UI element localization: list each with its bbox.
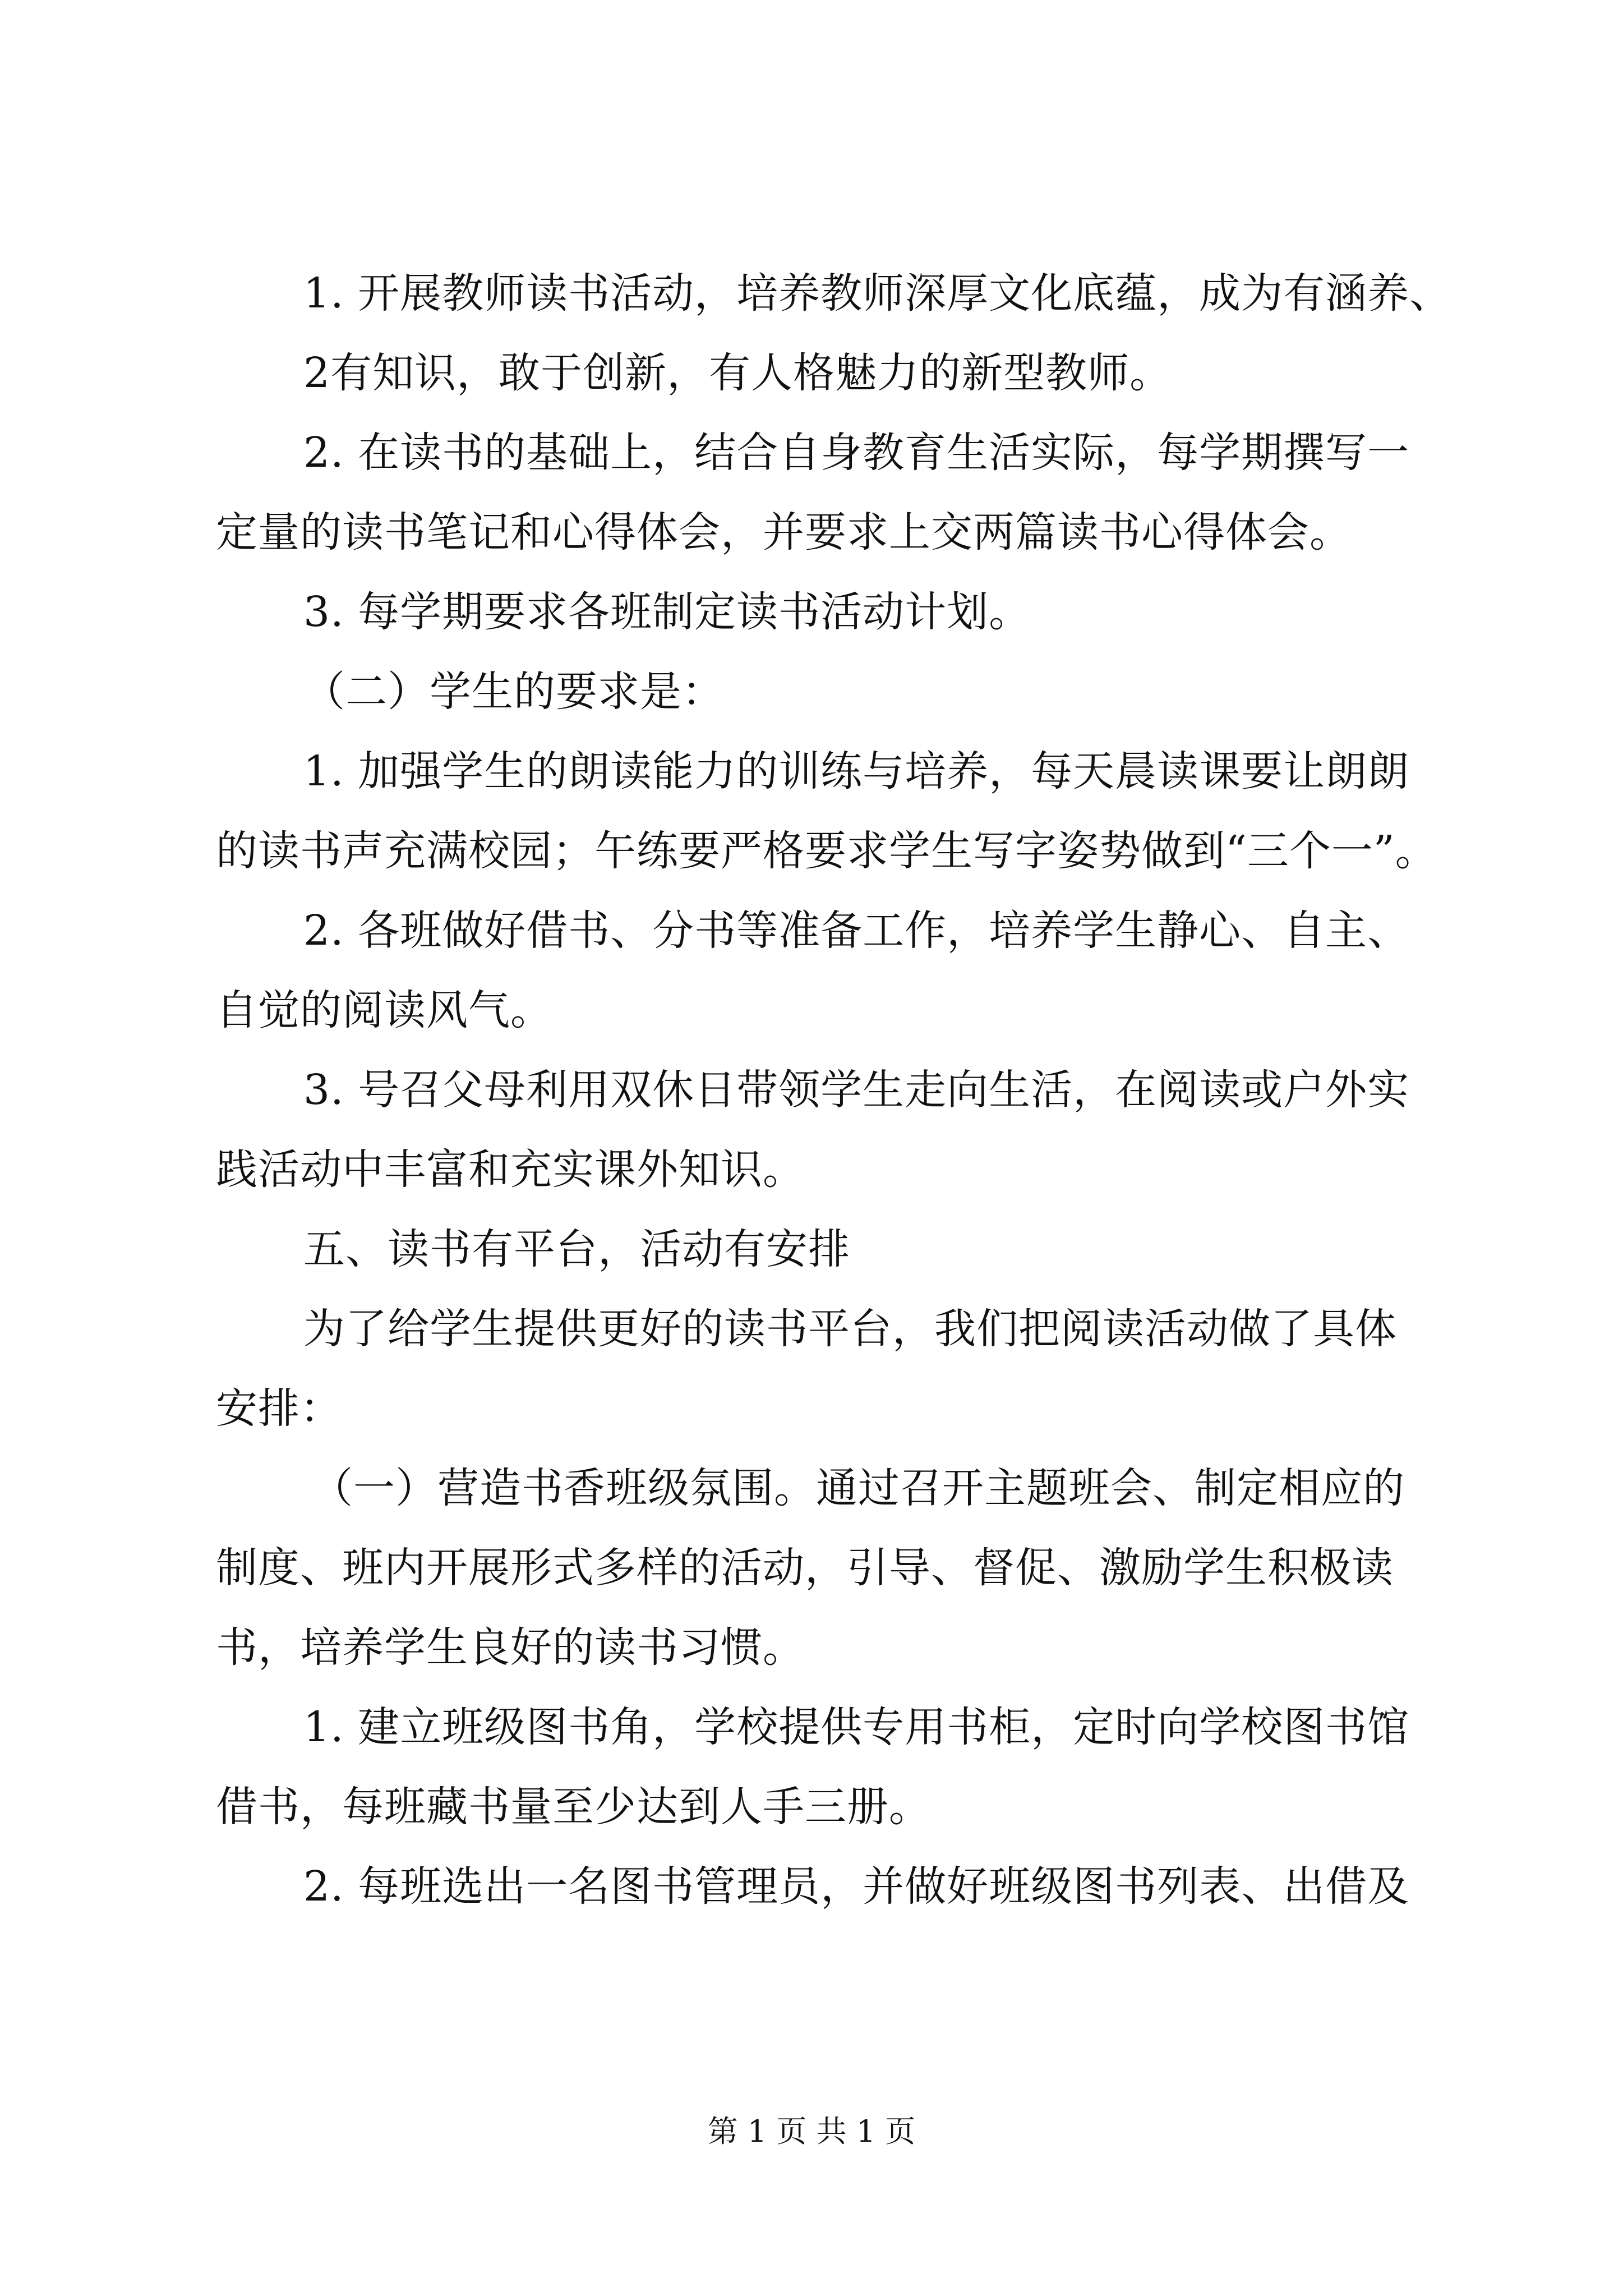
section-heading: （二）学生的要求是：	[303, 668, 724, 716]
paragraph-line: 2有知识，敢于创新，有人格魅力的新型教师。	[303, 349, 1172, 397]
section-heading: 五、读书有平台，活动有安排	[303, 1225, 850, 1273]
paragraph-line: 2. 在读书的基础上，结合自身教育生活实际，每学期撰写一	[303, 429, 1410, 477]
paragraph-line: 安排：	[216, 1384, 342, 1433]
paragraph-line: 3. 每学期要求各班制定读书活动计划。	[303, 588, 1031, 636]
paragraph-line: 1. 开展教师读书活动，培养教师深厚文化底蕴，成为有涵养、	[303, 269, 1452, 318]
paragraph-line: 制度、班内开展形式多样的活动，引导、督促、激励学生积极读	[216, 1544, 1394, 1592]
paragraph-line: 自觉的阅读风气。	[216, 986, 552, 1034]
paragraph-line: 1. 加强学生的朗读能力的训练与培养，每天晨读课要让朗朗	[303, 747, 1410, 795]
paragraph-line: 定量的读书笔记和心得体会，并要求上交两篇读书心得体会。	[216, 508, 1352, 556]
paragraph-line: 书，培养学生良好的读书习惯。	[216, 1623, 805, 1672]
paragraph-line: 1. 建立班级图书角，学校提供专用书柜，定时向学校图书馆	[303, 1703, 1410, 1751]
paragraph-line: 3. 号召父母利用双休日带领学生走向生活，在阅读或户外实	[303, 1066, 1410, 1114]
paragraph-line: 为了给学生提供更好的读书平台，我们把阅读活动做了具体	[303, 1305, 1397, 1353]
paragraph-line: 2. 各班做好借书、分书等准备工作，培养学生静心、自主、	[303, 907, 1410, 955]
paragraph-line: 的读书声充满校园；午练要严格要求学生写字姿势做到“三个一”。	[216, 827, 1437, 875]
paragraph-line: 2. 每班选出一名图书管理员，并做好班级图书列表、出借及	[303, 1862, 1410, 1911]
page-footer: 第 1 页 共 1 页	[707, 2114, 916, 2149]
paragraph-line: 践活动中丰富和充实课外知识。	[216, 1145, 805, 1194]
section-heading: （一）营造书香班级氛围。通过召开主题班会、制定相应的	[311, 1464, 1405, 1512]
document-body	[216, 254, 1452, 1926]
paragraph-line: 借书，每班藏书量至少达到人手三册。	[216, 1783, 931, 1831]
